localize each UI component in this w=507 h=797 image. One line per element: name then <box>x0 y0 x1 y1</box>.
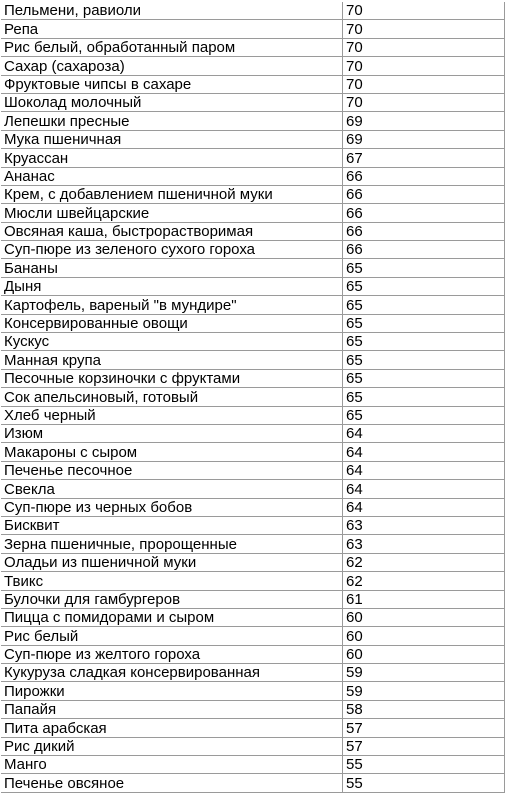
table-row <box>1 185 505 203</box>
table-row <box>1 406 505 424</box>
table-row <box>1 590 505 608</box>
product-name-cell: Печенье овсяное <box>1 774 343 792</box>
glycemic-index-cell: 70 <box>343 38 505 56</box>
product-name-cell: Пельмени, равиоли <box>1 2 343 20</box>
product-name-cell: Репа <box>1 20 343 38</box>
glycemic-index-cell: 70 <box>343 57 505 75</box>
product-name-cell: Кукуруза сладкая консервированная <box>1 664 343 682</box>
glycemic-index-cell: 65 <box>343 333 505 351</box>
product-name-cell: Консервированные овощи <box>1 314 343 332</box>
product-name-cell: Суп-пюре из черных бобов <box>1 498 343 516</box>
table-row <box>1 516 505 534</box>
product-name-cell: Изюм <box>1 424 343 442</box>
table-row <box>1 112 505 130</box>
product-name-cell: Хлеб черный <box>1 406 343 424</box>
product-name-cell: Оладьи из пшеничной муки <box>1 553 343 571</box>
product-name-cell: Фруктовые чипсы в сахаре <box>1 75 343 93</box>
product-name-cell: Свекла <box>1 480 343 498</box>
product-name-cell: Твикс <box>1 572 343 590</box>
table-row <box>1 535 505 553</box>
table-row <box>1 608 505 626</box>
glycemic-index-cell: 64 <box>343 424 505 442</box>
product-name-cell: Папайя <box>1 700 343 718</box>
product-name-cell: Кускус <box>1 333 343 351</box>
glycemic-index-cell: 61 <box>343 590 505 608</box>
table-row <box>1 737 505 755</box>
table-row <box>1 259 505 277</box>
product-name-cell: Макароны с сыром <box>1 443 343 461</box>
table-row <box>1 756 505 774</box>
table-row <box>1 38 505 56</box>
glycemic-index-cell: 64 <box>343 480 505 498</box>
glycemic-index-cell: 58 <box>343 700 505 718</box>
table-row <box>1 443 505 461</box>
glycemic-index-cell: 67 <box>343 149 505 167</box>
product-name-cell: Суп-пюре из зеленого сухого гороха <box>1 241 343 259</box>
glycemic-index-cell: 63 <box>343 535 505 553</box>
product-name-cell: Булочки для гамбургеров <box>1 590 343 608</box>
table-row <box>1 424 505 442</box>
table-row <box>1 20 505 38</box>
glycemic-index-cell: 70 <box>343 75 505 93</box>
table-body <box>1 2 505 792</box>
product-name-cell: Рис дикий <box>1 737 343 755</box>
table-row <box>1 241 505 259</box>
table-row <box>1 553 505 571</box>
glycemic-index-cell: 59 <box>343 682 505 700</box>
glycemic-index-cell: 65 <box>343 388 505 406</box>
glycemic-index-cell: 55 <box>343 756 505 774</box>
product-name-cell: Дыня <box>1 277 343 295</box>
product-name-cell: Печенье песочное <box>1 461 343 479</box>
product-name-cell: Пицца с помидорами и сыром <box>1 608 343 626</box>
glycemic-index-cell: 69 <box>343 130 505 148</box>
glycemic-index-table <box>1 2 505 793</box>
product-name-cell: Мука пшеничная <box>1 130 343 148</box>
product-name-cell: Манго <box>1 756 343 774</box>
glycemic-index-cell: 59 <box>343 664 505 682</box>
product-name-cell: Пирожки <box>1 682 343 700</box>
product-name-cell: Суп-пюре из желтого гороха <box>1 645 343 663</box>
glycemic-index-cell: 70 <box>343 93 505 111</box>
product-name-cell: Сок апельсиновый, готовый <box>1 388 343 406</box>
table-row <box>1 75 505 93</box>
glycemic-index-cell: 70 <box>343 20 505 38</box>
table-row <box>1 682 505 700</box>
table-row <box>1 480 505 498</box>
table-row <box>1 369 505 387</box>
table-row <box>1 149 505 167</box>
table-row <box>1 498 505 516</box>
glycemic-index-cell: 60 <box>343 627 505 645</box>
table-row <box>1 664 505 682</box>
table-row <box>1 296 505 314</box>
table-row <box>1 461 505 479</box>
product-name-cell: Рис белый <box>1 627 343 645</box>
table-row <box>1 645 505 663</box>
table-row <box>1 314 505 332</box>
product-name-cell: Рис белый, обработанный паром <box>1 38 343 56</box>
glycemic-index-cell: 57 <box>343 737 505 755</box>
glycemic-index-cell: 64 <box>343 443 505 461</box>
glycemic-index-cell: 60 <box>343 608 505 626</box>
glycemic-index-cell: 62 <box>343 553 505 571</box>
table-row <box>1 333 505 351</box>
glycemic-index-cell: 65 <box>343 314 505 332</box>
glycemic-index-cell: 70 <box>343 2 505 20</box>
glycemic-index-cell: 55 <box>343 774 505 792</box>
table-row <box>1 388 505 406</box>
product-name-cell: Картофель, вареный "в мундире" <box>1 296 343 314</box>
glycemic-index-cell: 60 <box>343 645 505 663</box>
product-name-cell: Мюсли швейцарские <box>1 204 343 222</box>
table-row <box>1 774 505 792</box>
product-name-cell: Песочные корзиночки с фруктами <box>1 369 343 387</box>
product-name-cell: Сахар (сахароза) <box>1 57 343 75</box>
table-row <box>1 572 505 590</box>
glycemic-index-cell: 63 <box>343 516 505 534</box>
table-row <box>1 204 505 222</box>
product-name-cell: Круассан <box>1 149 343 167</box>
product-name-cell: Крем, с добавлением пшеничной муки <box>1 185 343 203</box>
glycemic-index-cell: 64 <box>343 461 505 479</box>
product-name-cell: Бананы <box>1 259 343 277</box>
table-row <box>1 130 505 148</box>
glycemic-index-cell: 69 <box>343 112 505 130</box>
table-row <box>1 167 505 185</box>
glycemic-index-cell: 65 <box>343 351 505 369</box>
glycemic-index-cell: 62 <box>343 572 505 590</box>
glycemic-index-cell: 66 <box>343 241 505 259</box>
glycemic-index-cell: 66 <box>343 185 505 203</box>
glycemic-index-cell: 65 <box>343 406 505 424</box>
product-name-cell: Ананас <box>1 167 343 185</box>
glycemic-index-cell: 65 <box>343 259 505 277</box>
product-name-cell: Бисквит <box>1 516 343 534</box>
glycemic-index-cell: 65 <box>343 277 505 295</box>
product-name-cell: Лепешки пресные <box>1 112 343 130</box>
product-name-cell: Зерна пшеничные, пророщенные <box>1 535 343 553</box>
glycemic-index-cell: 65 <box>343 369 505 387</box>
product-name-cell: Манная крупа <box>1 351 343 369</box>
table-row <box>1 719 505 737</box>
glycemic-index-cell: 57 <box>343 719 505 737</box>
product-name-cell: Овсяная каша, быстрорастворимая <box>1 222 343 240</box>
table-row <box>1 2 505 20</box>
table-row <box>1 627 505 645</box>
glycemic-index-cell: 66 <box>343 222 505 240</box>
table-row <box>1 277 505 295</box>
glycemic-index-cell: 66 <box>343 204 505 222</box>
table-row <box>1 57 505 75</box>
glycemic-index-cell: 66 <box>343 167 505 185</box>
glycemic-index-cell: 65 <box>343 296 505 314</box>
product-name-cell: Шоколад молочный <box>1 93 343 111</box>
glycemic-index-cell: 64 <box>343 498 505 516</box>
table-row <box>1 222 505 240</box>
table-row <box>1 93 505 111</box>
table-row <box>1 351 505 369</box>
product-name-cell: Пита арабская <box>1 719 343 737</box>
table-row <box>1 700 505 718</box>
